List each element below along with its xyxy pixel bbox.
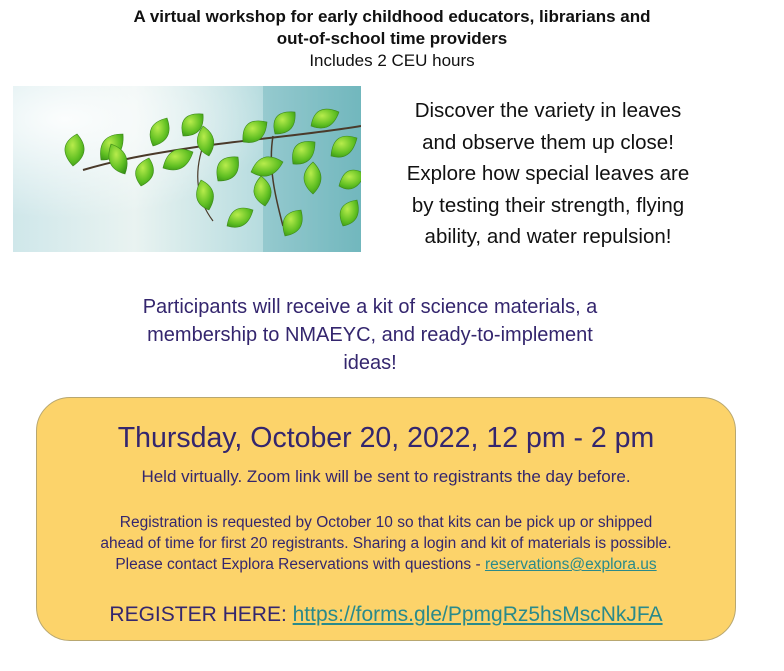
registration-line: [37, 554, 735, 575]
register-row: [37, 603, 735, 627]
register-label: REGISTER HERE:: [109, 603, 293, 626]
reservations-email-link[interactable]: reservations@explora.us: [484, 556, 657, 573]
flyer-header: [0, 6, 784, 71]
registration-line: ahead of time for first 20 registrants. Sharing a login and kit of materials is possible.: [100, 535, 672, 552]
event-held-note: Held virtually. Zoom link will be sent to registrants the day before.: [141, 467, 631, 486]
header-line-2: out-of-school time providers: [276, 29, 508, 48]
leaves-photo: [13, 86, 361, 252]
contact-text: Please contact Explora Reservations with questions -: [115, 556, 485, 573]
event-date: Thursday, October 20, 2022, 12 pm - 2 pm: [117, 422, 655, 454]
kit-line: ideas!: [343, 352, 397, 374]
intro-line: and observe them up close!: [422, 130, 674, 154]
intro-line: Discover the variety in leaves: [414, 99, 682, 122]
intro-text: [378, 95, 718, 253]
registration-info: [37, 512, 735, 575]
register-link[interactable]: https://forms.gle/PpmgRz5hsMscNkJFA: [292, 603, 663, 626]
kit-line: Participants will receive a kit of science materials, a: [142, 296, 598, 318]
intro-line: by testing their strength, flying: [411, 193, 685, 217]
intro-line: Explore how special leaves are: [406, 162, 690, 185]
intro-line: ability, and water repulsion!: [424, 225, 672, 248]
registration-line: Registration is requested by October 10 so that kits can be pick up or shipped: [119, 514, 653, 531]
ceu-hours: Includes 2 CEU hours: [309, 51, 475, 70]
kit-line: membership to NMAEYC, and ready-to-implement: [147, 324, 593, 346]
header-line-1: A virtual workshop for early childhood educators, librarians and: [133, 7, 651, 26]
event-details-box: [36, 397, 736, 641]
kit-description: [96, 293, 644, 377]
